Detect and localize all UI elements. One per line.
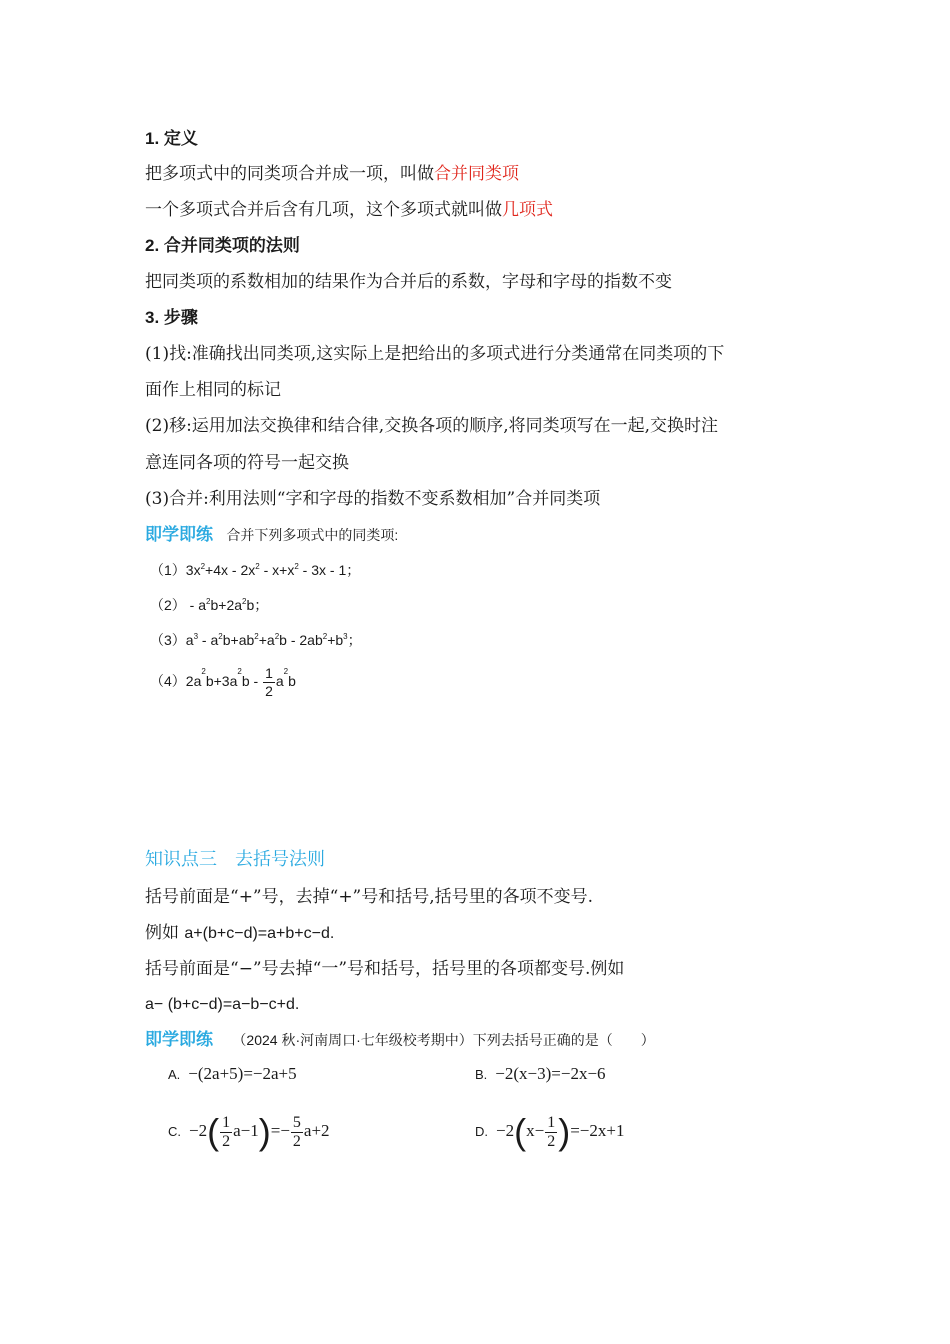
k3-example-expression: a+(b+c−d)=a+b+c−d. [184, 925, 335, 942]
step-1-line-a: (1)找:准确找出同类项,这实际上是把给出的多项式进行分类通常在同类项的下 [145, 344, 725, 364]
exponent: 2 [237, 667, 242, 676]
k3-line-3: 括号前面是“−”号去掉“一”号和括号，括号里的各项都变号.例如 [145, 959, 625, 979]
term: - 3x - 1； [298, 562, 361, 578]
exponent: 2 [218, 632, 223, 641]
exponent: 2 [283, 667, 289, 676]
option-c[interactable] [168, 1112, 330, 1152]
close-paren: ) [258, 1111, 271, 1152]
step-3-line: (3)合并:利用法则“字和字母的指数不变系数相加”合并同类项 [145, 489, 601, 509]
exercise-1 [150, 560, 360, 580]
term-n-nomial: 几项式 [502, 200, 553, 220]
term: a [185, 632, 194, 648]
practice-2-header [145, 1028, 655, 1052]
option-label: B. [475, 1067, 488, 1082]
exercise-number: （1） [150, 562, 186, 578]
exponent: 2 [200, 562, 206, 571]
option-expression: −2(x−3)=−2x−6 [495, 1064, 606, 1083]
exercise-number: （2） [150, 597, 186, 613]
open-paren: ( [207, 1111, 220, 1152]
open-paren: ( [514, 1111, 527, 1152]
term: +a [258, 632, 275, 648]
expression-part: a+2 [303, 1120, 330, 1140]
numerator: 1 [547, 1113, 556, 1131]
k3-line-2 [145, 921, 334, 946]
denominator: 2 [222, 1132, 231, 1150]
heading-rule: 2. 合并同类项的法则 [145, 236, 300, 255]
numerator: 1 [222, 1113, 231, 1131]
denominator: 2 [265, 683, 273, 699]
practice-prompt: 合并下列多项式中的同类项: [226, 527, 399, 543]
heading-steps: 3. 步骤 [145, 308, 198, 327]
k3-example-label: 例如 [145, 923, 185, 943]
expression-part: x− [526, 1120, 545, 1140]
exercise-number: （4） [150, 673, 186, 690]
exponent: 2 [201, 667, 206, 676]
fraction-one-half [545, 1114, 557, 1151]
exponent: 2 [322, 632, 328, 641]
exercise-2 [150, 595, 268, 615]
term: - x+x [259, 562, 295, 578]
numerator: 1 [265, 665, 273, 681]
term-combine-like-terms: 合并同类项 [434, 164, 519, 184]
exponent: 2 [274, 632, 280, 641]
practice-tag: 即学即练 [145, 525, 213, 545]
term: b+ab [222, 632, 255, 648]
exponent: 2 [294, 562, 299, 571]
practice-tag: 即学即练 [145, 1030, 213, 1050]
term: ； [347, 632, 362, 648]
k3-line-1: 括号前面是“+”号，去掉“+”号和括号,括号里的各项不变号. [145, 887, 594, 907]
practice-prompt: （2024 秋·河南周口·七年级校考期中）下列去括号正确的是（ ） [232, 1032, 655, 1048]
exercise-number: （3） [150, 632, 186, 648]
option-label: C. [168, 1123, 181, 1139]
option-label: D. [475, 1123, 488, 1139]
expression-part: =−2x+1 [570, 1120, 625, 1140]
term: 2a [185, 673, 202, 690]
definition-text: 把多项式中的同类项合并成一项，叫做 [145, 164, 434, 184]
numerator: 5 [292, 1113, 301, 1131]
denominator: 2 [547, 1132, 556, 1150]
exercise-4 [150, 665, 296, 700]
option-b[interactable] [475, 1064, 606, 1084]
option-d[interactable] [475, 1112, 624, 1152]
term: b [288, 673, 296, 690]
term: 3x [185, 562, 201, 578]
term: b+2a [210, 597, 243, 613]
term: +b [327, 632, 344, 648]
heading-definition: 1. 定义 [145, 129, 198, 148]
knowledge-point-3-title: 知识点三 去括号法则 [145, 849, 325, 870]
option-expression: −(2a+5)=−2a+5 [188, 1064, 297, 1083]
term: b - 2ab [279, 632, 323, 648]
term: b - [241, 673, 263, 690]
exponent: 2 [254, 632, 259, 641]
term: b+3a [205, 673, 238, 690]
term: b； [246, 597, 269, 613]
fraction-one-half [263, 665, 275, 700]
option-a[interactable] [168, 1064, 297, 1084]
fraction-five-halves [291, 1114, 303, 1151]
coefficient: −2 [496, 1120, 515, 1140]
exponent: 2 [255, 562, 260, 571]
equals-part: =− [270, 1120, 290, 1140]
k3-line-4: a− (b+c−d)=a−b−c+d. [145, 996, 300, 1013]
term: - a [198, 632, 219, 648]
option-label: A. [168, 1067, 181, 1082]
step-2-line-a: (2)移:运用加法交换律和结合律,交换各项的顺序,将同类项写在一起,交换时注 [145, 416, 719, 436]
definition-line-1 [145, 162, 519, 186]
fraction-one-half [220, 1114, 232, 1151]
term: - a [185, 597, 207, 613]
exercise-3 [150, 630, 362, 650]
close-paren: ) [558, 1111, 571, 1152]
step-1-line-b: 面作上相同的标记 [145, 380, 281, 400]
definition-line-2 [145, 198, 553, 222]
practice-1-header [145, 523, 398, 547]
step-2-line-b: 意连同各项的符号一起交换 [145, 453, 349, 473]
exponent: 3 [343, 632, 348, 641]
coefficient: −2 [189, 1120, 208, 1140]
exponent: 2 [242, 597, 247, 606]
denominator: 2 [292, 1132, 301, 1150]
expression-part: a−1 [233, 1120, 259, 1140]
rule-line: 把同类项的系数相加的结果作为合并后的系数，字母和字母的指数不变 [145, 272, 672, 292]
term: +4x - 2x [205, 562, 256, 578]
definition-text: 一个多项式合并后含有几项，这个多项式就叫做 [145, 200, 502, 220]
exponent: 2 [206, 597, 211, 606]
exponent: 3 [193, 632, 199, 641]
term: a [275, 673, 284, 690]
